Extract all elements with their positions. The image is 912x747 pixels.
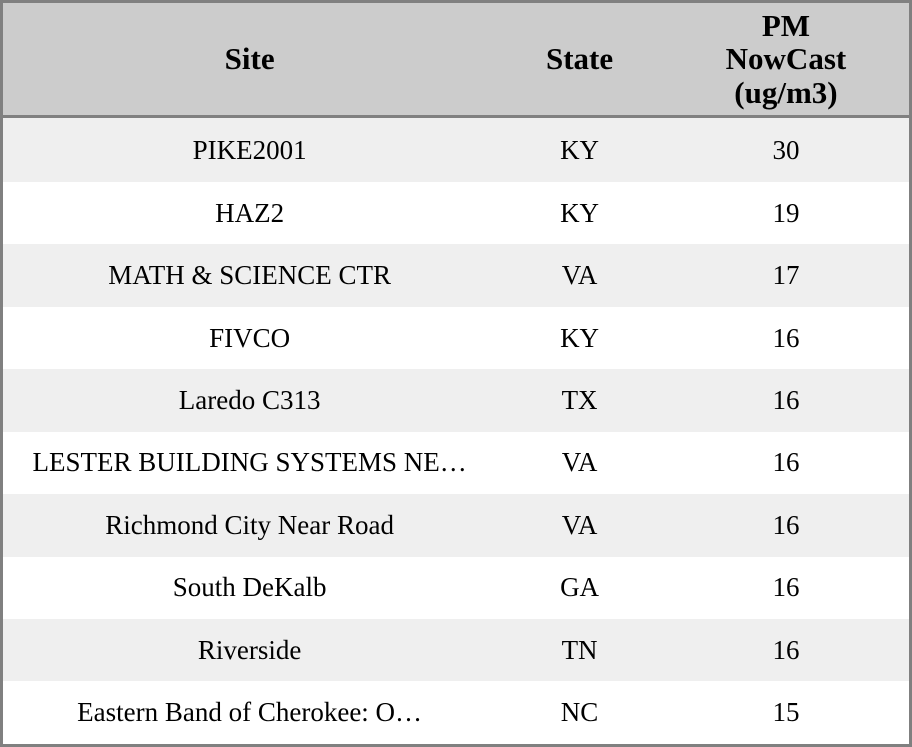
column-header-pm-nowcast-line3: (ug/m3) [734,74,838,110]
cell-pm-nowcast: 16 [663,619,909,681]
column-header-state[interactable]: State [496,3,663,117]
table-row[interactable] [3,432,909,494]
cell-site: FIVCO [3,307,496,369]
table-row[interactable] [3,494,909,556]
cell-site: LESTER BUILDING SYSTEMS NE… [3,432,496,494]
table-row[interactable] [3,681,909,744]
cell-site: Richmond City Near Road [3,494,496,556]
table-body [3,117,909,744]
table-row[interactable] [3,619,909,681]
cell-state: GA [496,557,663,619]
column-header-pm-nowcast[interactable] [663,3,909,117]
cell-pm-nowcast: 16 [663,494,909,556]
table-row[interactable] [3,182,909,244]
cell-pm-nowcast: 15 [663,681,909,744]
column-header-pm-nowcast-line1: PM [761,8,811,43]
cell-pm-nowcast: 19 [663,182,909,244]
cell-site: PIKE2001 [3,117,496,182]
table-header [3,3,909,117]
cell-site: Eastern Band of Cherokee: O… [3,681,496,744]
table-row[interactable] [3,307,909,369]
cell-pm-nowcast: 16 [663,557,909,619]
table-header-row [3,3,909,117]
cell-pm-nowcast: 16 [663,307,909,369]
column-header-site[interactable]: Site [3,3,496,117]
table-row[interactable] [3,244,909,306]
cell-site: Laredo C313 [3,369,496,431]
cell-state: VA [496,494,663,556]
cell-state: TX [496,369,663,431]
cell-state: TN [496,619,663,681]
cell-pm-nowcast: 17 [663,244,909,306]
cell-state: VA [496,244,663,306]
column-header-pm-nowcast-line2: NowCast [725,41,847,77]
cell-state: KY [496,307,663,369]
cell-pm-nowcast: 16 [663,369,909,431]
table-row[interactable] [3,369,909,431]
pm-nowcast-table [3,3,909,744]
cell-pm-nowcast: 30 [663,117,909,182]
cell-pm-nowcast: 16 [663,432,909,494]
cell-state: KY [496,117,663,182]
cell-site: Riverside [3,619,496,681]
cell-site: HAZ2 [3,182,496,244]
table-row[interactable] [3,117,909,182]
cell-state: NC [496,681,663,744]
cell-state: VA [496,432,663,494]
cell-state: KY [496,182,663,244]
cell-site: South DeKalb [3,557,496,619]
cell-site: MATH & SCIENCE CTR [3,244,496,306]
table-row[interactable] [3,557,909,619]
